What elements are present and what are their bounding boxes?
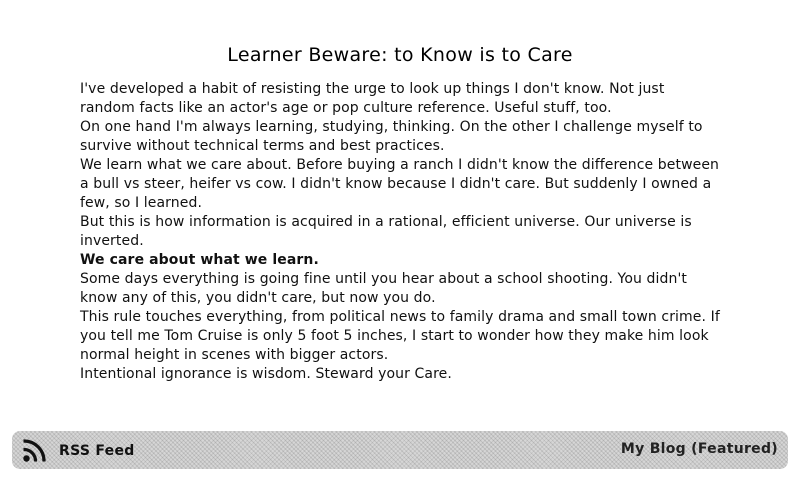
rss-icon xyxy=(22,438,47,463)
article xyxy=(80,44,720,384)
article-title: Learner Beware: to Know is to Care xyxy=(227,44,573,66)
rss-feed-link[interactable] xyxy=(22,438,135,463)
footer-bar xyxy=(12,431,788,469)
article-paragraph: I've developed a habit of resisting the urge to look up things I don't know. Not just random facts like an actor's age or pop culture reference. Useful stuff, too. xyxy=(80,81,665,116)
article-paragraph: On one hand I'm always learning, studying, thinking. On the other I challenge myself to survive without technical terms and best practices. xyxy=(80,119,703,154)
rss-feed-label: RSS Feed xyxy=(59,442,135,459)
article-paragraph: Intentional ignorance is wisdom. Steward your Care. xyxy=(80,366,452,382)
article-paragraph: This rule touches everything, from political news to family drama and small town crime. If you tell me Tom Cruise is only 5 foot 5 inches, I start to wonder how they make him look normal height in scenes with bigger actors. xyxy=(80,309,720,363)
article-key-sentence: We care about what we learn. xyxy=(80,252,319,268)
article-paragraph: But this is how information is acquired in a rational, efficient universe. Our universe is inverted. xyxy=(80,214,692,249)
article-paragraph: Some days everything is going fine until you hear about a school shooting. You didn't know any of this, you didn't care, but now you do. xyxy=(80,271,688,306)
article-paragraph: We learn what we care about. Before buying a ranch I didn't know the difference between a bull vs steer, heifer vs cow. I didn't know because I didn't care. But suddenly I owned a few, so I learned. xyxy=(80,157,720,211)
my-blog-link[interactable]: My Blog (Featured) xyxy=(620,441,778,457)
